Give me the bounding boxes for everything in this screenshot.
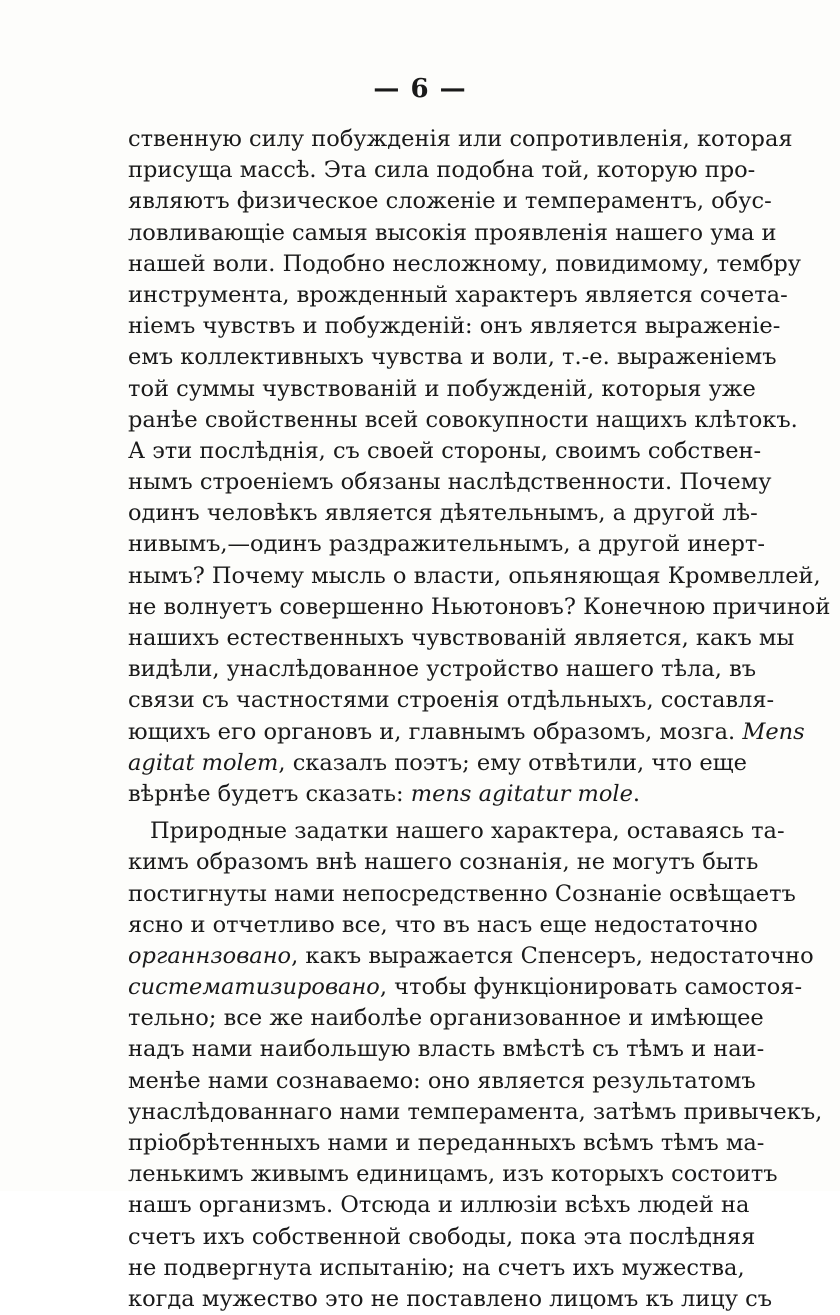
- text-line: [128, 186, 772, 217]
- text-line: [128, 529, 765, 560]
- text-segment: вѣрнѣе будетъ сказать:: [128, 780, 411, 807]
- text-segment: емъ коллективныхъ чувства и воли, т.-е. выраженіемъ: [128, 344, 777, 371]
- text-segment: пріобрѣтенныхъ нами и переданныхъ всѣмъ тѣмъ ма-: [128, 1130, 765, 1156]
- text-segment: нымъ строеніемъ обязаны наслѣдственности. Почему: [128, 469, 772, 496]
- text-line: [128, 1066, 756, 1097]
- text-segment: .: [632, 780, 641, 807]
- text-line: [128, 1128, 765, 1159]
- italic-text: agitat molem: [128, 749, 279, 776]
- text-line: [128, 498, 758, 529]
- text-line: [128, 1097, 823, 1128]
- text-line: [128, 1034, 765, 1065]
- text-segment: унаслѣдованнаго нами темперамента, затѣмъ привычекъ,: [128, 1098, 823, 1125]
- text-line: [128, 816, 785, 847]
- text-segment: видѣли, унаслѣдованное устройство нашего тѣла, въ: [128, 656, 757, 683]
- italic-text: систематизировано: [128, 974, 380, 1001]
- text-segment: ственную силу побужденія или сопротивленія, которая: [128, 126, 793, 152]
- text-line: [128, 941, 814, 972]
- text-line: [128, 748, 747, 779]
- text-segment: нашихъ естественныхъ чувствованій является, какъ мы: [128, 625, 795, 651]
- page-number: — 6 —: [373, 74, 467, 104]
- text-segment: ранѣе свойственны всей совокупности нащихъ клѣтокъ.: [128, 406, 798, 433]
- text-segment: Природные задатки нашего характера, оставаясь та-: [150, 818, 785, 845]
- text-line: [128, 467, 772, 498]
- text-segment: тельно; все же наиболѣе организованное и имѣющее: [128, 1005, 764, 1032]
- text-line: [128, 847, 759, 878]
- text-line: [128, 879, 796, 910]
- text-segment: являютъ физическое сложеніе и темпераментъ, обус-: [128, 188, 772, 215]
- text-segment: ловливающіе самыя высокія проявленія нашего ума и: [128, 219, 777, 246]
- text-segment: надъ нами наибольшую власть вмѣстѣ съ тѣмъ и наи-: [128, 1036, 765, 1063]
- text-segment: нашъ организмъ. Отсюда и иллюзіи всѣхъ людей на: [128, 1192, 750, 1219]
- text-line: [128, 1222, 756, 1253]
- italic-text: mens agitatur mole: [410, 780, 633, 807]
- text-segment: , какъ выражается Спенсеръ, недостаточно: [291, 942, 814, 969]
- text-line: [128, 374, 756, 405]
- text-segment: той суммы чувствованій и побужденій, которыя уже: [128, 375, 756, 402]
- paragraph: [128, 816, 823, 1315]
- text-line: [128, 1190, 750, 1221]
- text-line: [128, 1003, 764, 1034]
- text-segment: инструмента, врожденный характеръ является сочета-: [128, 281, 788, 308]
- text-line: [128, 280, 788, 311]
- text-segment: ніемъ чувствъ и побужденій: онъ является выраженіе-: [128, 313, 781, 340]
- text-line: [128, 623, 795, 654]
- text-line: [128, 685, 775, 716]
- text-line: [128, 717, 805, 748]
- text-line: [128, 654, 757, 685]
- text-line: [128, 124, 793, 155]
- text-segment: , сказалъ поэтъ; ему отвѣтили, что еще: [278, 749, 747, 776]
- text-line: [128, 972, 803, 1003]
- text-segment: присуща массѣ. Эта сила подобна той, которую про-: [128, 157, 756, 184]
- text-line: [128, 779, 728, 810]
- text-line: [128, 218, 777, 249]
- text-line: [128, 436, 762, 467]
- text-segment: не подвергнута испытанію; на счетъ ихъ мужества,: [128, 1254, 745, 1281]
- text-segment: А эти послѣднія, съ своей стороны, своимъ собствен-: [128, 437, 762, 464]
- text-segment: когда мужество это не поставлено лицомъ къ лицу съ: [128, 1285, 773, 1312]
- text-line: [128, 561, 821, 592]
- text-line: [128, 249, 802, 280]
- text-line: [128, 910, 758, 941]
- text-segment: кимъ образомъ внѣ нашего сознанія, не могутъ быть: [128, 849, 759, 876]
- text-segment: менѣе нами сознаваемо: оно является результатомъ: [128, 1067, 756, 1094]
- text-segment: счетъ ихъ собственной свободы, пока эта послѣдняя: [128, 1223, 756, 1250]
- text-line: [128, 1284, 773, 1315]
- text-segment: ленькимъ живымъ единицамъ, изъ которыхъ состоитъ: [128, 1161, 778, 1188]
- text-line: [128, 155, 756, 186]
- text-line: [128, 405, 798, 436]
- text-line: [128, 1253, 745, 1284]
- text-segment: связи съ частностями строенія отдѣльныхъ, составля-: [128, 687, 775, 714]
- text-segment: ясно и отчетливо все, что въ насъ еще недостаточно: [128, 911, 758, 938]
- text-line: [128, 592, 831, 623]
- text-line: [128, 311, 781, 342]
- text-segment: нымъ? Почему мысль о власти, опьяняющая Кромвеллей,: [128, 562, 821, 589]
- text-segment: не волнуетъ совершенно Ньютоновъ? Конечною причиной: [128, 593, 831, 620]
- italic-text: органнзовано: [128, 942, 292, 969]
- text-segment: одинъ человѣкъ является дѣятельнымъ, а другой лѣ-: [128, 500, 758, 527]
- text-segment: нивымъ,—одинъ раздражительнымъ, а другой инерт-: [128, 531, 765, 558]
- text-segment: постигнуты нами непосредственно Сознаніе освѣщаетъ: [128, 880, 796, 907]
- italic-text: Mens: [742, 718, 805, 745]
- text-segment: нашей воли. Подобно несложному, повидимому, тембру: [128, 250, 802, 277]
- text-segment: ющихъ его органовъ и, главнымъ образомъ, мозга.: [128, 718, 743, 745]
- text-segment: , чтобы функціонировать самостоя-: [379, 974, 803, 1001]
- text-line: [128, 1159, 778, 1190]
- body-text: [128, 124, 831, 1315]
- paragraph: [128, 124, 831, 810]
- text-line: [128, 342, 777, 373]
